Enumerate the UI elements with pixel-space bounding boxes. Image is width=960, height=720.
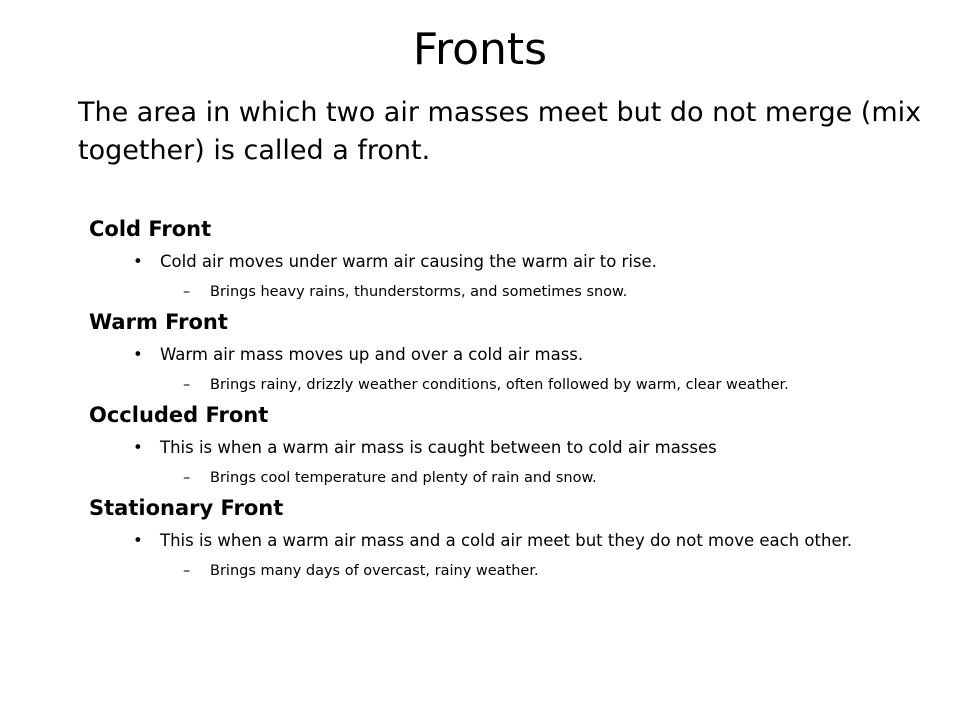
slide-title: Fronts	[412, 24, 548, 75]
section-warm-front	[0, 307, 960, 396]
bullet-item	[0, 250, 960, 274]
bullet-text: This is when a warm air mass is caught between to cold air masses	[160, 438, 717, 457]
section-heading: Cold Front	[89, 217, 212, 241]
sub-bullet-text: Brings heavy rains, thunderstorms, and sometimes snow.	[210, 284, 628, 300]
fronts-list	[0, 214, 960, 586]
sub-bullet-text: Brings cool temperature and plenty of rain and snow.	[210, 470, 597, 486]
bullet-text: Cold air moves under warm air causing the warm air to rise.	[160, 252, 657, 271]
bullet-item	[0, 529, 960, 553]
dash-glyph: –	[183, 284, 191, 300]
bullet-text: Warm air mass moves up and over a cold air mass.	[160, 345, 584, 364]
dash-glyph: –	[183, 563, 191, 579]
section-heading: Occluded Front	[89, 403, 269, 427]
sub-bullet-item	[0, 560, 960, 582]
intro-text: The area in which two air masses meet but do not merge (mix together) is called a front.	[78, 97, 922, 166]
bullet-item	[0, 436, 960, 460]
section-occluded-front	[0, 400, 960, 489]
sub-bullet-item	[0, 374, 960, 396]
section-cold-front	[0, 214, 960, 303]
bullet-glyph: •	[133, 438, 143, 457]
sub-bullet-item	[0, 467, 960, 489]
sub-bullet-item	[0, 281, 960, 303]
dash-glyph: –	[183, 377, 191, 393]
sub-bullet-text: Brings rainy, drizzly weather conditions, often followed by warm, clear weather.	[210, 377, 789, 393]
section-heading: Stationary Front	[89, 496, 284, 520]
bullet-glyph: •	[133, 252, 143, 271]
sub-bullet-text: Brings many days of overcast, rainy weather.	[210, 563, 539, 579]
bullet-glyph: •	[133, 531, 143, 550]
section-stationary-front	[0, 493, 960, 582]
bullet-item	[0, 343, 960, 367]
section-heading: Warm Front	[89, 310, 228, 334]
bullet-glyph: •	[133, 345, 143, 364]
dash-glyph: –	[183, 470, 191, 486]
bullet-text: This is when a warm air mass and a cold air meet but they do not move each other.	[160, 531, 853, 550]
